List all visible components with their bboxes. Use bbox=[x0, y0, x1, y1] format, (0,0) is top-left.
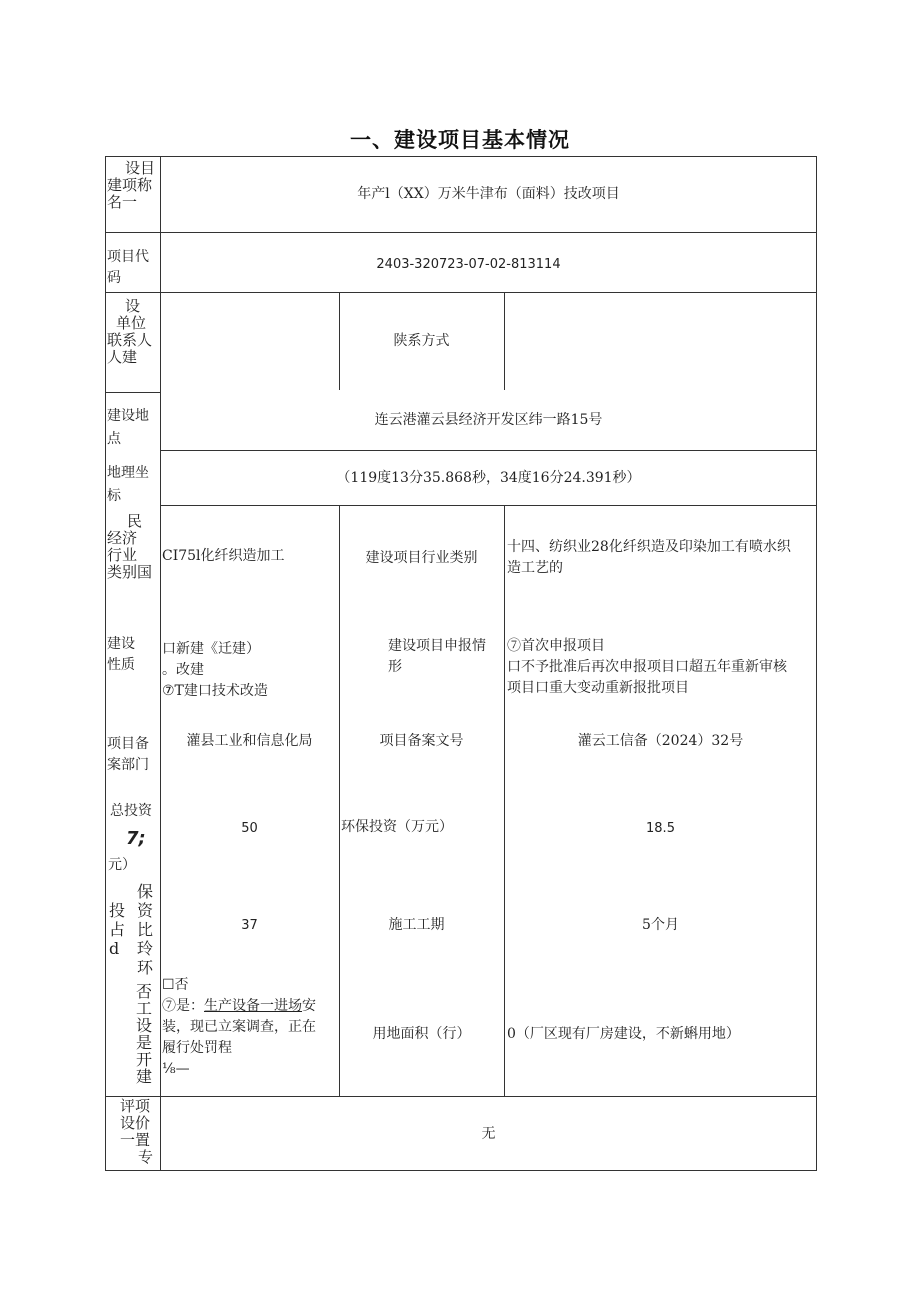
started-options: ☐否 ⑦是：生产设备一进场安 装，现已立案调查，正在 履行处罚程 ⅛— bbox=[162, 977, 316, 1077]
industry-category-value: 十四、纺织业28化纤织造及印染加工有喷水织 造工艺的 bbox=[507, 539, 791, 576]
construction-period-value: 5个月 bbox=[642, 917, 679, 933]
column-divider bbox=[504, 292, 505, 390]
application-status-options: ⑦首次申报项目 口不予批准后再次申报项目口超五年重新审核 项目口重大变动重新报批项目 bbox=[507, 638, 787, 696]
env-investment-value: 18.5 bbox=[646, 821, 675, 836]
land-area-label: 用地面积（行） bbox=[372, 1026, 471, 1042]
label-project-name: 设目 建项称 名一 bbox=[107, 159, 156, 211]
label-project-code: 项目代 码 bbox=[107, 249, 149, 286]
filing-number-label: 项目备案文号 bbox=[379, 733, 464, 749]
label-total-investment-top: 总投资 bbox=[110, 803, 152, 819]
label-coordinates: 地理坐 标 bbox=[107, 465, 149, 504]
column-divider bbox=[160, 156, 161, 1171]
row-divider bbox=[105, 392, 160, 393]
row-divider bbox=[105, 292, 817, 293]
coordinates-value: （119度13分35.868秒，34度16分24.391秒） bbox=[336, 470, 641, 486]
label-filing-department: 项目备 案部门 bbox=[107, 736, 149, 773]
row-divider bbox=[160, 505, 817, 506]
label-economy-category: 民 经济 行业 类别国 bbox=[107, 512, 153, 581]
filing-number-value: 灌云工信备（2024）32号 bbox=[577, 733, 744, 749]
label-special-evaluation: 评项 设价 一置 专 bbox=[120, 1097, 154, 1166]
label-total-investment-unit: 7; bbox=[126, 828, 146, 849]
ratio-value: 37 bbox=[241, 918, 258, 933]
contact-method-label: 陕系方式 bbox=[393, 333, 450, 349]
project-name-value: 年产l（XX）万米牛津布（面料）技改项目 bbox=[357, 186, 620, 202]
row-divider bbox=[160, 450, 817, 451]
row-divider bbox=[105, 232, 817, 233]
label-ratio-left: 投占d bbox=[109, 901, 126, 958]
env-investment-label: 环保投资（万元） bbox=[341, 819, 453, 835]
column-divider bbox=[339, 505, 340, 1096]
special-evaluation-value: 无 bbox=[481, 1126, 496, 1142]
label-ratio-right: 保资比玲环 bbox=[137, 882, 154, 977]
project-code-value: 2403-320723-07-02-813114 bbox=[376, 257, 561, 272]
label-location: 建设地 点 bbox=[107, 408, 149, 447]
column-divider bbox=[504, 505, 505, 1096]
land-area-value: 0（厂区现有厂房建设，不新蝌用地） bbox=[507, 1026, 740, 1042]
economy-category-value: CI75l化纤织造加工 bbox=[162, 548, 285, 564]
label-started-construction: 否工设是开建 bbox=[136, 982, 153, 1086]
total-investment-value: 50 bbox=[241, 821, 258, 836]
page-title: 一、建设项目基本情况 bbox=[350, 128, 570, 152]
industry-category-label: 建设项目行业类别 bbox=[365, 550, 478, 566]
label-contact: 设 单位 联系人 人建 bbox=[107, 297, 153, 366]
application-status-label: 建设项目申报情 形 bbox=[388, 638, 486, 675]
filing-department-value: 灌县工业和信息化局 bbox=[186, 733, 313, 749]
location-value: 连云港灌云县经济开发区纬一路15号 bbox=[374, 412, 603, 428]
row-divider bbox=[105, 1096, 817, 1097]
label-construction-nature: 建设 性质 bbox=[107, 636, 135, 673]
construction-nature-options: 口新建《迁建） 。改建 ⑦T建口技术改造 bbox=[162, 641, 268, 699]
construction-period-label: 施工工期 bbox=[388, 917, 445, 933]
label-total-investment-bottom: 元） bbox=[108, 857, 136, 873]
